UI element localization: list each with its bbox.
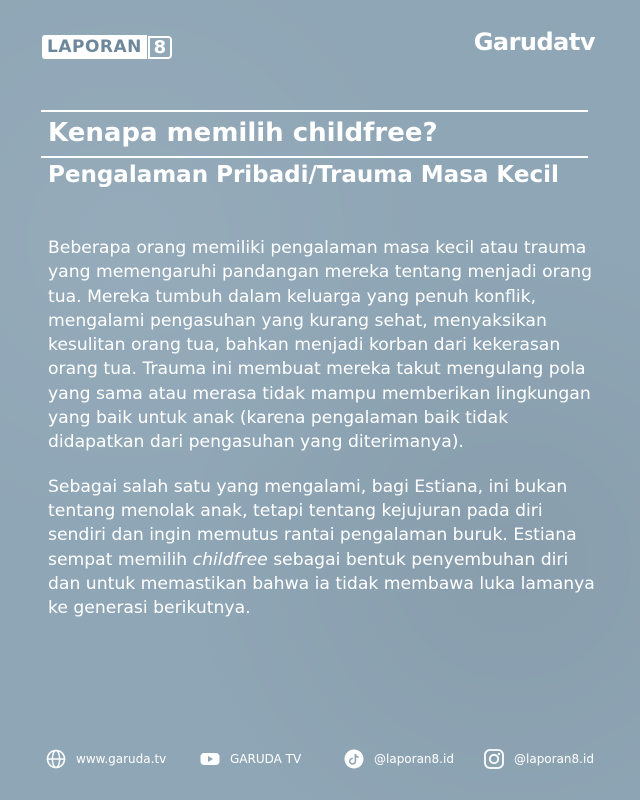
article-body — [48, 236, 598, 640]
youtube-icon — [200, 749, 220, 769]
footer-youtube[interactable] — [200, 749, 301, 769]
footer-website[interactable] — [46, 749, 166, 769]
paragraph-1: Beberapa orang memiliki pengalaman masa kecil atau trauma yang memengaruhi pandangan mereka tentang menjadi orang tua. Mereka tumbuh dalam keluarga yang penuh konflik, mengalami pengasuhan yang kurang sehat, menyaksikan kesulitan orang tua, bahkan menjadi korban dari kekerasan orang tua. Trauma ini membuat mereka takut mengulang pola yang sama atau merasa tidak mampu memberikan lingkungan yang baik untuk anak (karena pengalaman baik tidak didapatkan dari pengasuhan yang diterimanya). — [48, 238, 593, 453]
childfree-term: childfree — [192, 549, 268, 570]
section-subtitle: Pengalaman Pribadi/Trauma Masa Kecil — [48, 162, 559, 188]
title-divider — [41, 156, 588, 158]
footer — [0, 745, 640, 777]
instagram-icon — [484, 749, 504, 769]
tiktok-icon — [344, 749, 364, 769]
instagram-label: @laporan8.id — [514, 752, 594, 766]
youtube-label: GARUDA TV — [230, 752, 302, 766]
top-divider — [41, 110, 588, 112]
website-label: www.garuda.tv — [76, 752, 167, 766]
footer-tiktok[interactable] — [344, 749, 454, 769]
page-title: Kenapa memilih childfree? — [48, 118, 438, 148]
logo-number: 8 — [148, 36, 172, 59]
logo-word: LAPORAN — [42, 35, 147, 59]
paragraph-2-start: Sebagai salah satu yang mengalami, bagi Estiana, ini bukan tentang menolak anak, tetapi tentang kejujuran pada diri sendiri dan ingin memutus rantai pengalaman buruk. Estiana sempat memilih — [48, 476, 577, 570]
header — [0, 0, 640, 90]
footer-instagram[interactable] — [484, 749, 594, 769]
tiktok-label: @laporan8.id — [374, 752, 454, 766]
globe-icon — [46, 749, 66, 769]
paragraph-2-end: sebagai bentuk penyembuhan diri dan untuk memastikan bahwa ia tidak membawa luka lamanya ke generasi berikutnya. — [48, 549, 595, 619]
paragraph-2 — [48, 475, 598, 621]
garudatv-logo: Garudatv — [473, 28, 595, 56]
laporan8-logo — [42, 33, 172, 61]
